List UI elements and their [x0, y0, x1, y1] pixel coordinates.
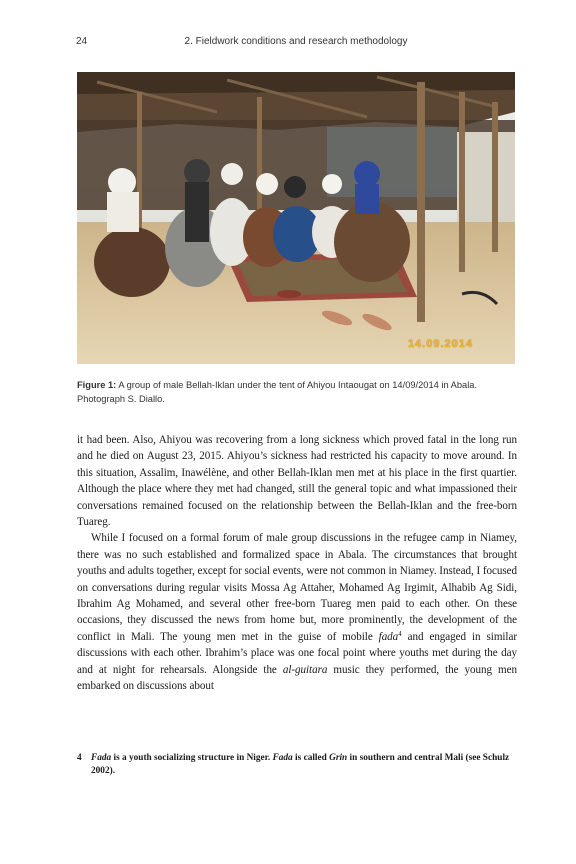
tent-gathering-photo [77, 72, 515, 364]
page-number: 24 [76, 36, 88, 47]
term-fada: fada [378, 630, 399, 643]
footnote-term-1: Fada [91, 753, 112, 763]
footnote-text-2: is called [292, 753, 330, 763]
running-title: 2. Fieldwork conditions and research methodology [184, 36, 408, 47]
figure-label: Figure 1: [77, 380, 117, 390]
footnote-text [91, 752, 517, 778]
body-text [77, 432, 517, 695]
footnote-term-2: Fada [272, 753, 293, 763]
page-header [76, 36, 516, 52]
paragraph-2-text-c: music they performed, the young men embarked on discussions about [77, 663, 517, 693]
footnote-term-3: Grin [329, 753, 348, 763]
paragraph-2-text-b: and engaged in similar discussions with each other. Ibrahim’s place was one focal point where youths met during the day and at night for rehearsals. Alongside the [77, 630, 517, 676]
paragraph-2-text-a: While I focused on a formal forum of male group discussions in the refugee camp in Niamey, there was no such established and formalized space in Abala. The circumstances that brought youths and adults together, except for social events, were not common in Niamey. Instead, I focused on conversations during regular visits Mossa Ag Attaher, Mohamed Ag Irgimit, Alhabib Ag Sidi, Ibrahim Ag Mohamed, and several other free-born Tuareg men paid to each other. On these occasions, they discussed the news from home but, more prominently, the development of the conflict in Mali. The young men met in the guise of mobile [77, 532, 517, 643]
photo-date-stamp: 14.09.2014 [407, 338, 473, 350]
paragraph-1: it had been. Also, Ahiyou was recovering from a long sickness which proved fatal in the long run and he died on August 23, 2015. Ahiyou’s sickness had restricted his capacity to move around. In this situation, Assalim, Inawélène, and other Bellah-Iklan men met at his place in the first quartier. Although the place where they met had changed, still the general topic and what impassioned their conversations remained focused on the relationship between the Bellah-Iklan and the free-born Tuareg. [77, 434, 517, 529]
term-al-guitara: al-guitara [282, 663, 328, 676]
footnote [77, 752, 517, 778]
caption-text: A group of male Bellah-Iklan under the tent of Ahiyou Intaougat on 14/09/2014 in Abala. Photograph S. Diallo. [77, 380, 478, 404]
paragraph-2 [77, 530, 517, 694]
footnote-number: 4 [77, 753, 82, 763]
figure-caption [77, 379, 517, 406]
figure-photo [77, 72, 515, 364]
footnote-text-1: is a youth socializing structure in Niger. [111, 753, 273, 763]
footnote-ref: 4 [398, 629, 402, 638]
footnote-text-3: in southern and central Mali (see Schulz 2002). [91, 753, 510, 777]
